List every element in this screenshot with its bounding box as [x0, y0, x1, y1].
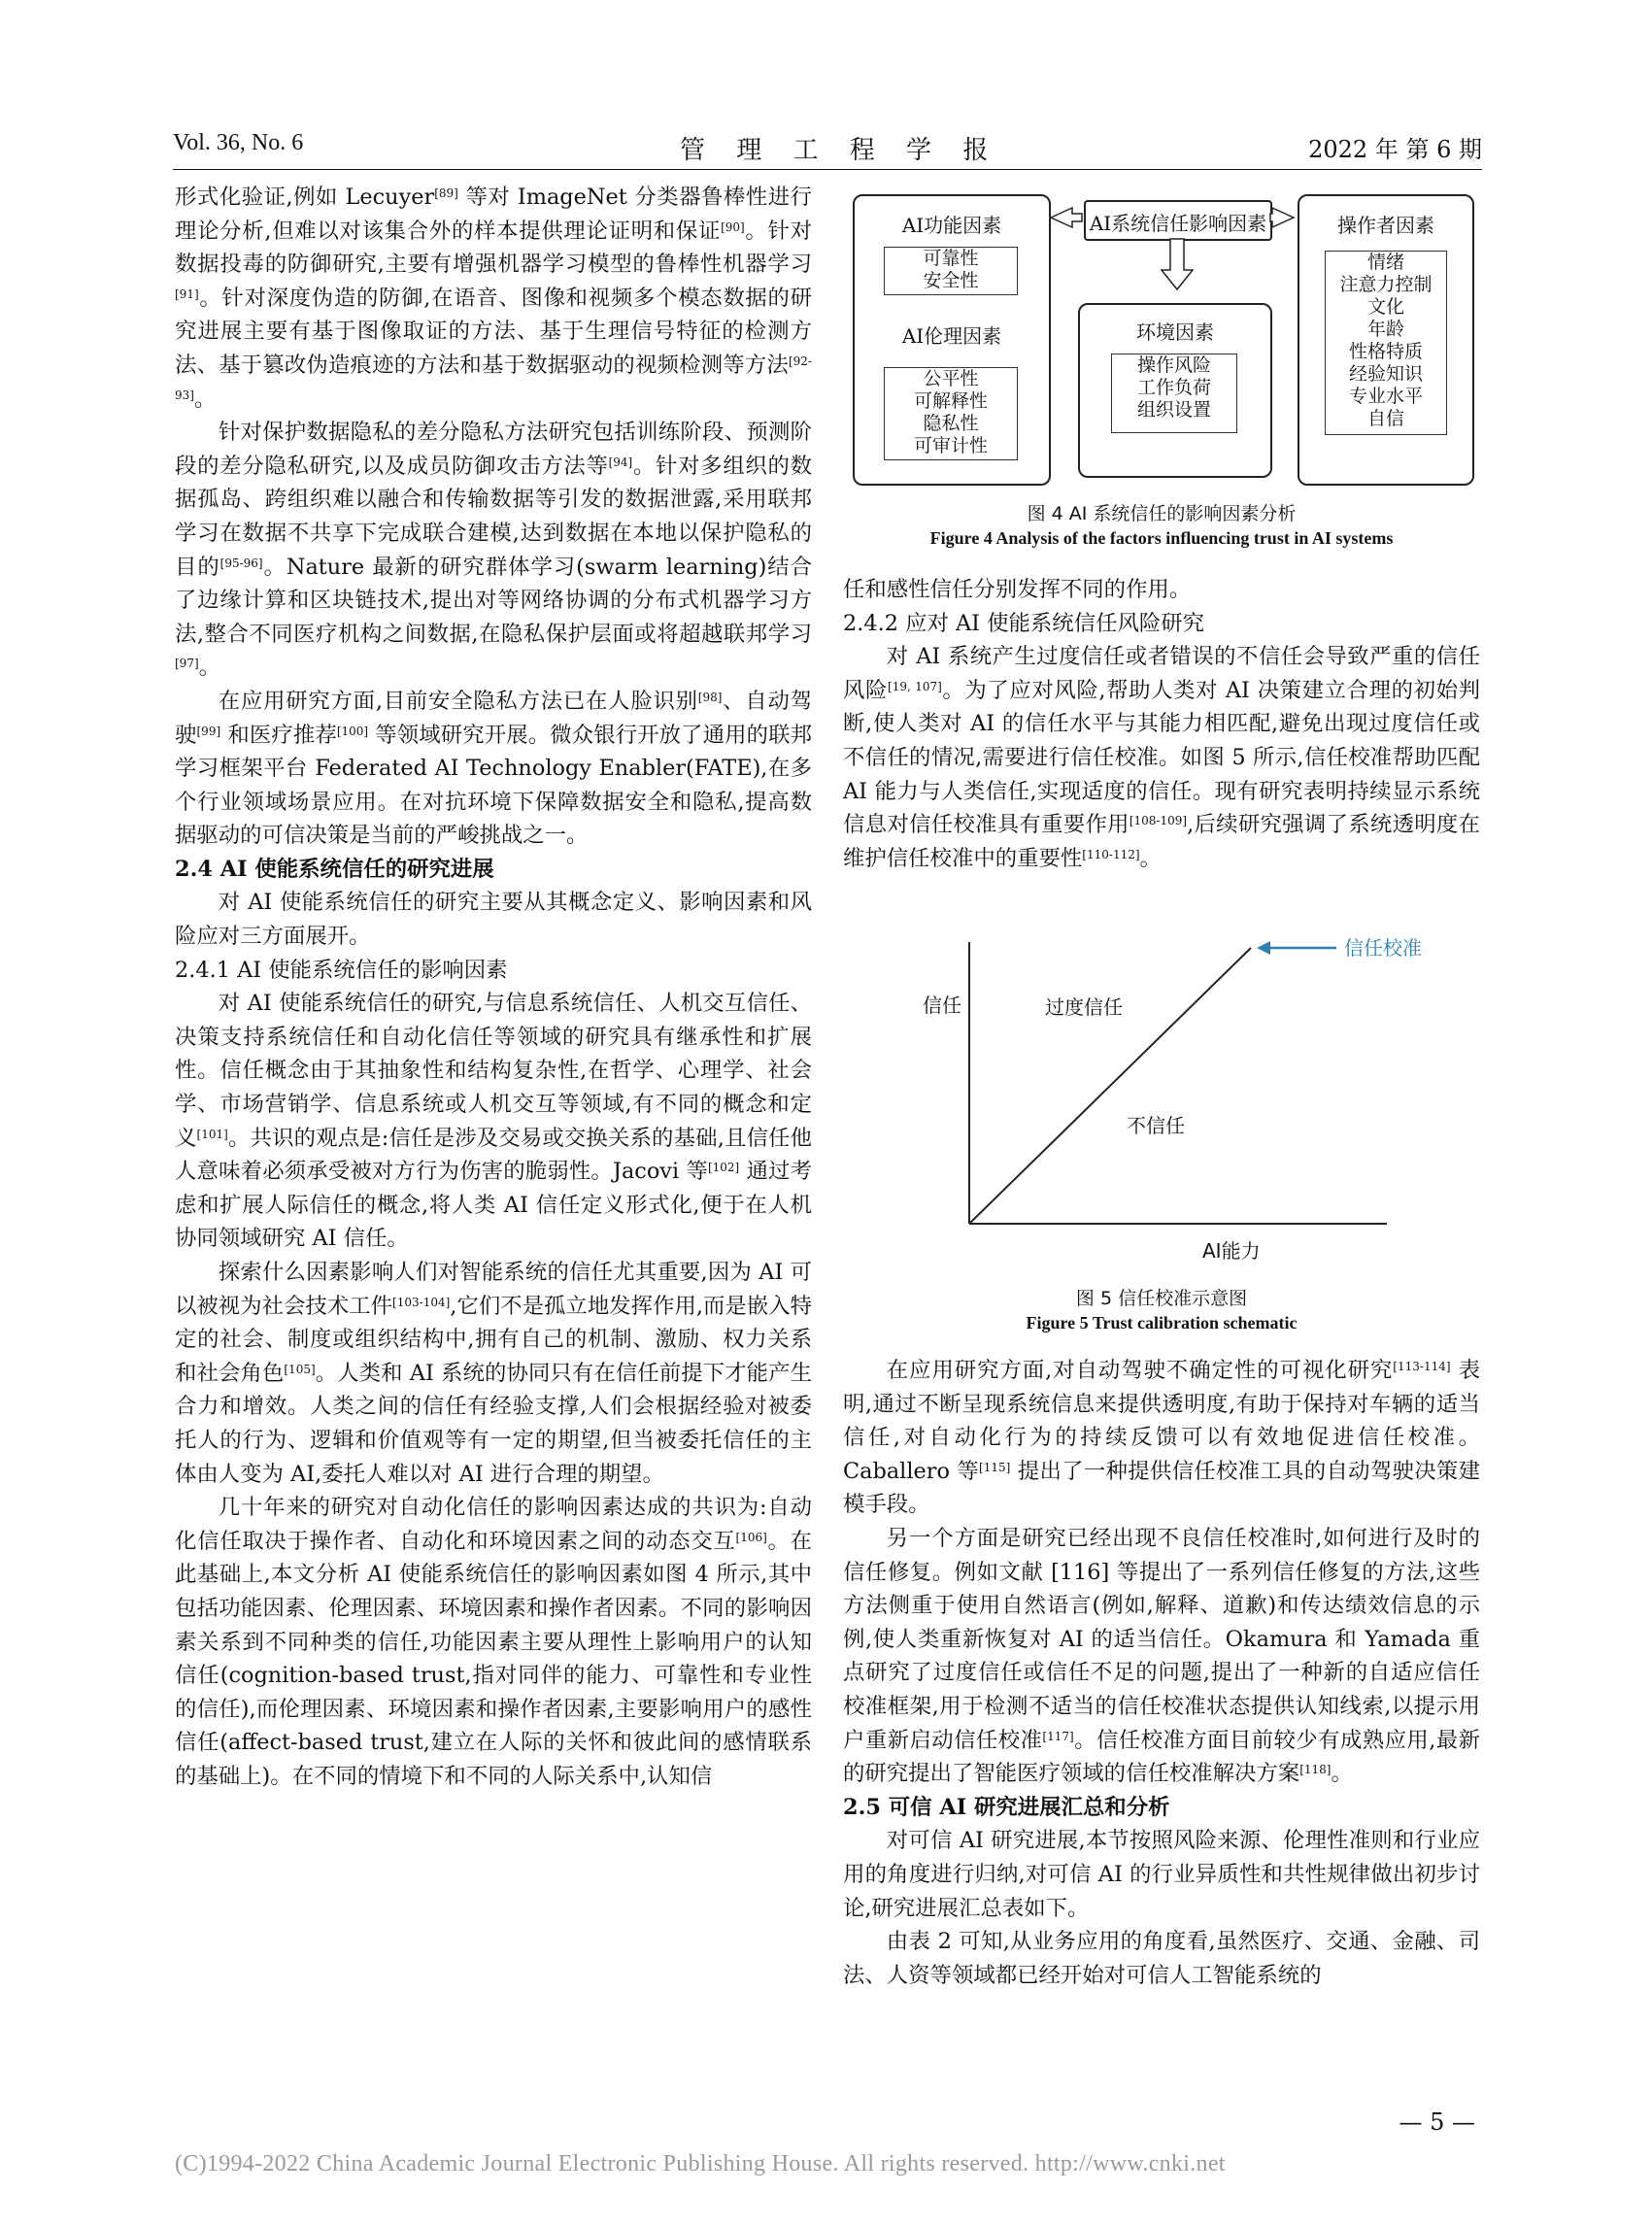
- op-items: 情绪 注意力控制 文化 年龄 性格特质 经验知识 专业水平 自信: [1325, 251, 1447, 435]
- paragraph: 由表 2 可知,从业务应用的角度看,虽然医疗、交通、金融、司法、人资等领域都已经开始对可信人工智能系统的: [843, 1929, 1480, 1988]
- paragraph: 在应用研究方面,目前安全隐私方法已在人脸识别[98]、自动驾驶[99] 和医疗推荐[100] 等领域研究开展。微众银行开放了通用的联邦学习框架平台 Federated AI Technology Enabler(FATE),在多个行业领域场景应用。在对抗环境下保障数据安全和隐私,提高数据驱动的可信决策是当前的严峻挑战之一。: [175, 688, 813, 849]
- citation: [19, 107]: [888, 679, 942, 693]
- citation: [89]: [434, 186, 458, 200]
- left-arrow: [1051, 208, 1082, 227]
- citation: [100]: [336, 724, 369, 738]
- arrow-head: [1257, 941, 1270, 955]
- env-items: 操作风险 工作负荷 组织设置: [1111, 354, 1237, 433]
- section-heading: 2.5 可信 AI 研究进展汇总和分析: [843, 1794, 1170, 1820]
- down-arrow: [1162, 239, 1193, 289]
- citation: [90]: [721, 219, 745, 234]
- func-items: 可靠性 安全性: [884, 247, 1018, 295]
- func-title: AI功能因素: [901, 214, 1002, 237]
- citation: [101]: [196, 1127, 228, 1141]
- paragraph: 对 AI 使能系统信任的研究主要从其概念定义、影响因素和风险应对三方面展开。: [175, 890, 812, 950]
- paragraph: 另一个方面是研究已经出现不良信任校准时,如何进行及时的信任修复。例如文献 [116] 等提出了一系列信任修复的方法,这些方法侧重于使用自然语言(例如,解释、道歉)和传达绩效信息的示例,使人类重新恢复对 AI 的适当信任。Okamura 和 Yamada 重点研究了过度信任或信任不足的问题,提出了一种新的自适应信任校准框架,用于检测不适当的信任校准状态提供认知线索,以提示用户重新启动信任校准[117]。信任校准方面目前较少有成熟应用,最新的研究提出了智能医疗领域的信任校准解决方案[118]。: [843, 1525, 1480, 1787]
- subsection-heading: 2.4.1 AI 使能系统信任的影响因素: [175, 957, 508, 983]
- figure-4-caption-cn: 图 4 AI 系统信任的影响因素分析: [1027, 503, 1297, 524]
- right-column-top: [843, 573, 1480, 875]
- citation: [115]: [979, 1460, 1011, 1474]
- figure-5-caption-cn: 图 5 信任校准示意图: [1075, 1288, 1248, 1309]
- center-title: AI系统信任影响因素: [1089, 212, 1267, 235]
- paragraph: 对 AI 使能系统信任的研究,与信息系统信任、人机交互信任、决策支持系统信任和自动化信任等领域的研究具有继承性和扩展性。信任概念由于其抽象性和结构复杂性,在哲学、心理学、社会学、市场营销学、信息系统或人机交互等领域,有不同的概念和定义[101]。共识的观点是:信任是涉及交易或交换关系的基础,且信任他人意味着必须承受被对方行为伤害的脆弱性。Jacovi 等[102] 通过考虑和扩展人际信任的概念,将人类 AI 信任定义形式化,便于在人机协同领域研究 AI 信任。: [175, 991, 812, 1252]
- paragraph: 对可信 AI 研究进展,本节按照风险来源、伦理性准则和行业应用的角度进行归纳,对可信 AI 的行业异质性和共性规律做出初步讨论,研究进展汇总表如下。: [843, 1828, 1480, 1921]
- journal-title: 管 理 工 程 学 报: [680, 136, 1000, 165]
- figure-4-diagram: [843, 181, 1480, 491]
- citation: [92-93]: [175, 354, 812, 402]
- citation: [95-96]: [219, 556, 263, 570]
- citation: [91]: [175, 287, 199, 301]
- left-column: [175, 181, 812, 1794]
- subsection-heading: 2.4.2 应对 AI 使能系统信任风险研究: [843, 610, 1205, 636]
- paragraph: 任和感性信任分别发挥不同的作用。: [843, 577, 1192, 602]
- x-axis-label: AI能力: [1202, 1239, 1261, 1263]
- calibration-label: 信任校准: [1344, 936, 1422, 960]
- right-arrow: [1270, 208, 1294, 227]
- copyright-notice: (C)1994-2022 China Academic Journal Electronic Publishing House. All rights reserved. http://www.cnki.net: [175, 2151, 1226, 2176]
- figure-4-arrows: [843, 181, 1480, 491]
- citation: [103-104]: [392, 1295, 451, 1309]
- figure-5-diagram: [843, 923, 1480, 1272]
- citation: [94]: [608, 455, 633, 469]
- paragraph: 形式化验证,例如 Lecuyer[89] 等对 ImageNet 分类器鲁棒性进行理论分析,但难以对该集合外的样本提供理论证明和保证[90]。针对数据投毒的防御研究,主要有增强机器学习模型的鲁棒性机器学习[91]。针对深度伪造的防御,在语音、图像和视频多个模态数据的研究进展主要有基于图像取证的方法、基于生理信号特征的检测方法、基于篡改伪造痕迹的方法和基于数据驱动的视频检测等方法[92-93]。: [175, 185, 813, 412]
- volume-issue: Vol. 36, No. 6: [173, 130, 304, 155]
- citation: [117]: [1042, 1729, 1074, 1743]
- paragraph: 探索什么因素影响人们对智能系统的信任尤其重要,因为 AI 可以被视为社会技术工件[103-104],它们不是孤立地发挥作用,而是嵌入特定的社会、制度或组织结构中,拥有自己的机制、激励、权力关系和社会角色[105]。人类和 AI 系统的协同只有在信任前提下才能产生合力和增效。人类之间的信任有经验支撑,人们会根据经验对被委托人的行为、逻辑和价值观等有一定的期望,但当被委托信任的主体由人变为 AI,委托人难以对 AI 进行合理的期望。: [175, 1260, 813, 1487]
- paragraph: 对 AI 系统产生过度信任或者错误的不信任会导致严重的信任风险[19, 107]。为了应对风险,帮助人类对 AI 决策建立合理的初始判断,使人类对 AI 的信任水平与其能力相匹配,避免出现过度信任或不信任的情况,需要进行信任校准。如图 5 所示,信任校准帮助匹配 AI 能力与人类信任,实现适度的信任。现有研究表明持续显示系统信息对信任校准具有重要作用[108-109],后续研究强调了系统透明度在维护信任校准中的重要性[110-112]。: [843, 644, 1481, 871]
- ethic-items: 公平性 可解释性 隐私性 可审计性: [884, 367, 1018, 460]
- year-issue: 2022 年 第 6 期: [1308, 136, 1482, 163]
- y-axis-label: 信任: [923, 994, 961, 1017]
- op-title: 操作者因素: [1337, 214, 1434, 237]
- citation: [98]: [697, 690, 723, 704]
- citation: [97]: [175, 657, 199, 671]
- citation: [102]: [707, 1161, 740, 1175]
- citation: [110-112]: [1082, 847, 1140, 861]
- page-number: — 5 —: [1399, 2108, 1475, 2136]
- citation: [108-109]: [1129, 814, 1188, 828]
- figure-4-caption-en: Figure 4 Analysis of the factors influencing trust in AI systems: [929, 528, 1394, 548]
- figure-5-caption-en: Figure 5 Trust calibration schematic: [1026, 1313, 1298, 1332]
- citation: [106]: [735, 1530, 767, 1544]
- citation: [105]: [284, 1362, 316, 1376]
- section-heading: 2.4 AI 使能系统信任的研究进展: [175, 856, 494, 882]
- paragraph: 在应用研究方面,对自动驾驶不确定性的可视化研究[113-114] 表明,通过不断呈现系统信息来提供透明度,有助于保持对车辆的适当信任,对自动化行为的持续反馈可以有效地促进信任校准。Caballero 等[115] 提出了一种提供信任校准工具的自动驾驶决策建模手段。: [843, 1358, 1480, 1518]
- citation: [118]: [1299, 1763, 1332, 1777]
- paragraph: 几十年来的研究对自动化信任的影响因素达成的共识为:自动化信任取决于操作者、自动化和环境因素之间的动态交互[106]。在此基础上,本文分析 AI 使能系统信任的影响因素如图 4 所示,其中包括功能因素、伦理因素、环境因素和操作者因素。不同的影响因素关系到不同种类的信任,功能因素主要从理性上影响用户的认知信任(cognition-based trust,指对同伴的能力、可靠性和专业性的信任),而伦理因素、环境因素和操作者因素,主要影响用户的感性信任(affect-based trust,建立在人际的关怀和彼此间的感情联系的基础上)。在不同的情境下和不同的人际关系中,认知信: [175, 1495, 813, 1789]
- env-title: 环境因素: [1136, 320, 1214, 344]
- paragraph: 针对保护数据隐私的差分隐私方法研究包括训练阶段、预测阶段的差分隐私研究,以及成员防御攻击方法等[94]。针对多组织的数据孤岛、跨组织难以融合和传输数据等引发的数据泄露,采用联邦学习在数据不共享下完成联合建模,达到数据在本地以保护隐私的目的[95-96]。Nature 最新的研究群体学习(swarm learning)结合了边缘计算和区块链技术,提出对等网络协调的分布式机器学习方法,整合不同医疗机构之间数据,在隐私保护层面或将超越联邦学习[97]。: [175, 420, 812, 681]
- over-trust-label: 过度信任: [1045, 995, 1123, 1019]
- citation: [99]: [196, 724, 221, 738]
- ethic-title: AI伦理因素: [901, 324, 1002, 348]
- calibration-line: [969, 948, 1251, 1224]
- under-trust-label: 不信任: [1127, 1114, 1185, 1137]
- right-column-bottom: [843, 1354, 1480, 1992]
- header-rule: [173, 169, 1482, 170]
- citation: [113-114]: [1393, 1360, 1451, 1373]
